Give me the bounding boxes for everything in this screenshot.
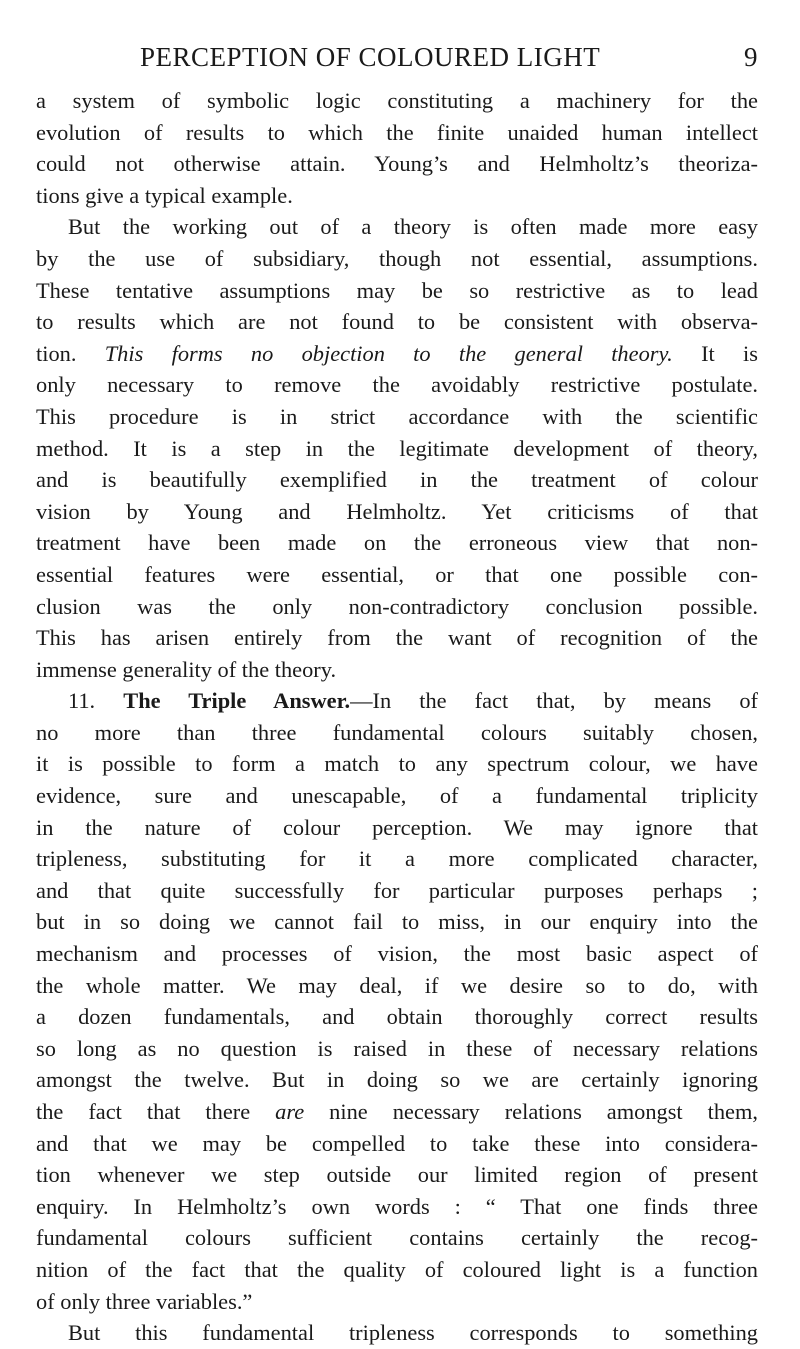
text-line: but in so doing we cannot fail to miss, in our enquiry into the bbox=[36, 909, 758, 935]
text-line bbox=[36, 338, 758, 370]
text-line: in the nature of colour perception. We may ignore that bbox=[36, 814, 758, 840]
text-line: tion whenever we step outside our limited region of present bbox=[36, 1162, 758, 1188]
text-line: This has arisen entirely from the want of recognition of the bbox=[36, 625, 758, 651]
text-line: a dozen fundamentals, and obtain thoroughly correct results bbox=[36, 1004, 758, 1030]
running-title: PERCEPTION OF COLOURED LIGHT bbox=[140, 42, 601, 72]
text-line: But this fundamental tripleness corresponds to something bbox=[68, 1320, 758, 1346]
text-line: tions give a typical example. bbox=[36, 182, 293, 208]
text-line: These tentative assumptions may be so restrictive as to lead bbox=[36, 277, 758, 303]
text-line: method. It is a step in the legitimate development of theory, bbox=[36, 435, 758, 461]
text-line: This procedure is in strict accordance with the scientific bbox=[36, 403, 758, 429]
text-line: nition of the fact that the quality of coloured light is a function bbox=[36, 1256, 758, 1282]
body-text bbox=[36, 85, 758, 1349]
text-line: clusion was the only non-contradictory conclusion possible. bbox=[36, 593, 758, 619]
text-line: evidence, sure and unescapable, of a fundamental triplicity bbox=[36, 783, 758, 809]
text-line: it is possible to form a match to any spectrum colour, we have bbox=[36, 751, 758, 777]
book-page bbox=[36, 0, 758, 1349]
text-segment: the fact that there bbox=[36, 1099, 251, 1124]
text-line: and is beautifully exemplified in the treatment of colour bbox=[36, 467, 758, 493]
text-segment: nine necessary relations amongst them, bbox=[329, 1099, 758, 1124]
section-number: 11. bbox=[68, 688, 96, 714]
text-line: only necessary to remove the avoidably restrictive postulate. bbox=[36, 372, 758, 398]
text-line: immense generality of the theory. bbox=[36, 656, 337, 682]
running-head bbox=[36, 0, 758, 82]
text-line: the whole matter. We may deal, if we desire so to do, with bbox=[36, 972, 758, 998]
text-line: enquiry. In Helmholtz’s own words : “ That one finds three bbox=[36, 1193, 758, 1219]
text-line: mechanism and processes of vision, the most basic aspect of bbox=[36, 941, 758, 967]
text-line: so long as no question is raised in these of necessary relations bbox=[36, 1035, 758, 1061]
text-line: and that we may be compelled to take these into considera- bbox=[36, 1130, 758, 1156]
text-line: essential features were essential, or that one possible con- bbox=[36, 561, 758, 587]
text-line: could not otherwise attain. Young’s and Helmholtz’s theoriza- bbox=[36, 151, 758, 177]
text-segment: —In the fact that, by means of bbox=[350, 688, 758, 714]
text-segment: tion. bbox=[36, 340, 77, 366]
text-line: to results which are not found to be consistent with observa- bbox=[36, 309, 758, 335]
italic-phrase: This forms no objection to the general theory. bbox=[104, 340, 673, 366]
text-line: of only three variables.” bbox=[36, 1288, 253, 1314]
text-line: tripleness, substituting for it a more complicated character, bbox=[36, 846, 758, 872]
text-line: by the use of subsidiary, though not essential, assumptions. bbox=[36, 245, 758, 271]
text-line: treatment have been made on the erroneous view that non- bbox=[36, 530, 758, 556]
text-line: fundamental colours sufficient contains certainly the recog- bbox=[36, 1225, 758, 1251]
text-line: But the working out of a theory is often made more easy bbox=[68, 214, 758, 240]
text-line: amongst the twelve. But in doing so we are certainly ignoring bbox=[36, 1067, 758, 1093]
text-line bbox=[36, 1096, 758, 1128]
page-number: 9 bbox=[744, 42, 758, 72]
text-line: and that quite successfully for particular purposes perhaps ; bbox=[36, 877, 758, 903]
text-segment: It is bbox=[701, 340, 758, 366]
text-line: no more than three fundamental colours suitably chosen, bbox=[36, 719, 758, 745]
italic-word: are bbox=[275, 1099, 305, 1124]
section-heading: The Triple Answer. bbox=[123, 688, 351, 714]
text-line: a system of symbolic logic constituting a machinery for the bbox=[36, 88, 758, 113]
section-heading-line bbox=[36, 685, 758, 717]
text-line: vision by Young and Helmholtz. Yet criticisms of that bbox=[36, 498, 758, 524]
text-line: evolution of results to which the finite unaided human intellect bbox=[36, 119, 758, 145]
